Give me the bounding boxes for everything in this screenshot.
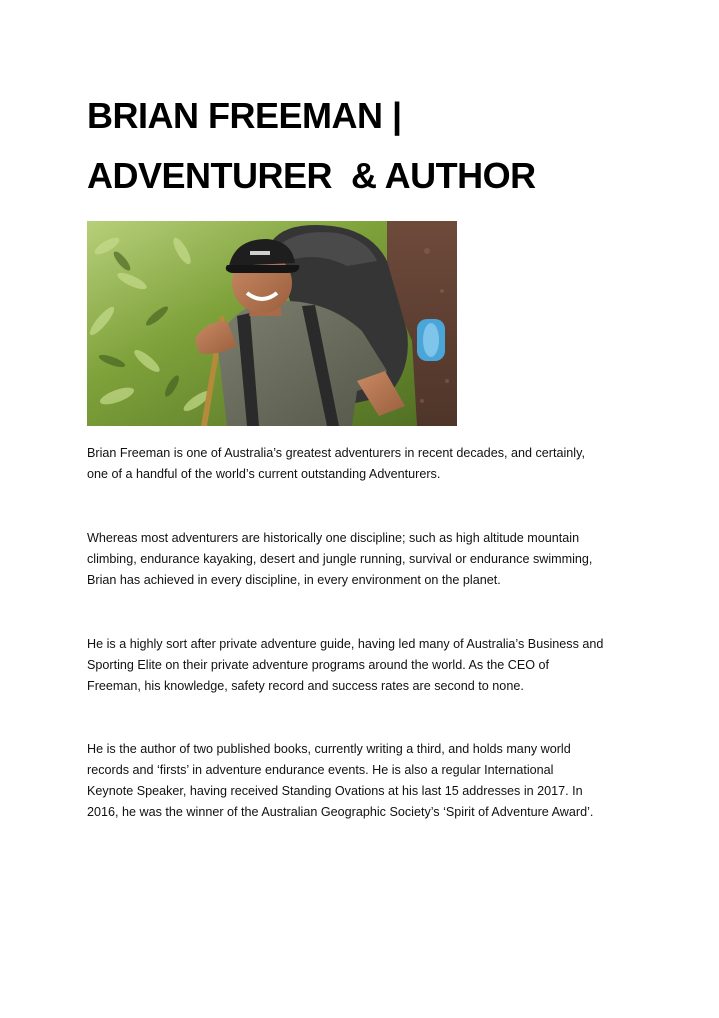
paragraph-line: Brian Freeman is one of Australia’s greatest adventurers in recent decades, and certainly,	[87, 446, 585, 460]
paragraph-line: He is a highly sort after private adventure guide, having led many of Australia’s Business and	[87, 637, 604, 651]
paragraph-line: Freeman, his knowledge, safety record and success rates are second to none.	[87, 679, 524, 693]
adventurer-photo-illustration	[87, 221, 457, 426]
paragraph-line: records and ‘firsts’ in adventure endurance events. He is also a regular International	[87, 763, 554, 777]
paragraph-line: Sporting Elite on their private adventure programs around the world. As the CEO of	[87, 658, 550, 672]
page-title	[87, 86, 687, 206]
paragraph-disciplines	[87, 528, 647, 591]
paragraph-line: climbing, endurance kayaking, desert and jungle running, survival or endurance swimming,	[87, 552, 593, 566]
paragraph-line: Keynote Speaker, having received Standing Ovations at his last 15 addresses in 2017. In	[87, 784, 583, 798]
paragraph-author	[87, 739, 647, 823]
paragraph-line: 2016, he was the winner of the Australian Geographic Society’s ‘Spirit of Adventure Award’.	[87, 805, 594, 819]
paragraph-line: Whereas most adventurers are historically one discipline; such as high altitude mountain	[87, 531, 580, 545]
title-line-1: BRIAN FREEMAN |	[87, 95, 402, 136]
paragraph-intro	[87, 443, 647, 485]
paragraph-line: Brian has achieved in every discipline, in every environment on the planet.	[87, 573, 501, 587]
paragraph-guide	[87, 634, 647, 697]
title-line-2: ADVENTURER & AUTHOR	[87, 155, 536, 196]
paragraph-line: He is the author of two published books, currently writing a third, and holds many world	[87, 742, 571, 756]
paragraph-line: one of a handful of the world’s current outstanding Adventurers.	[87, 467, 441, 481]
adventurer-photo	[87, 221, 457, 426]
